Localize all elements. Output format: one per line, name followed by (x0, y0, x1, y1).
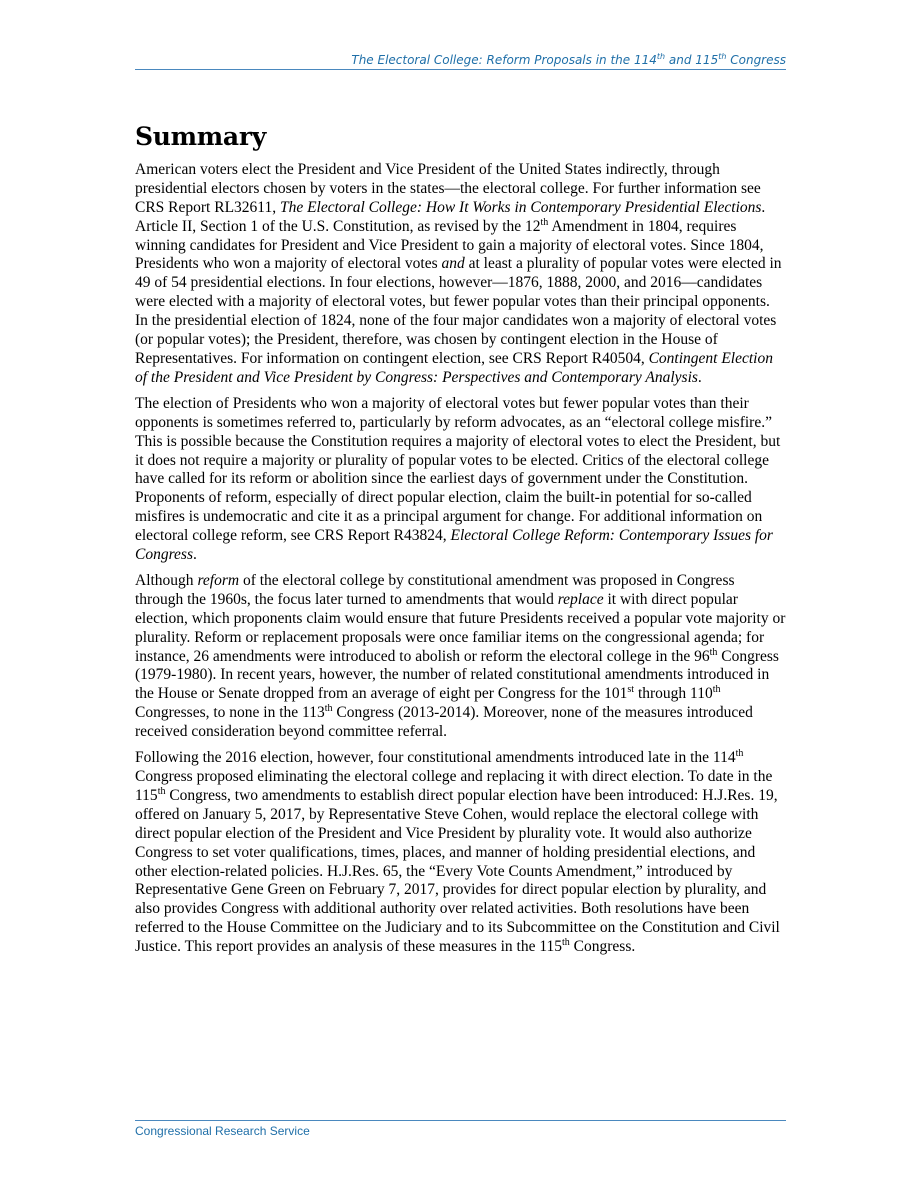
paragraph-4 (135, 749, 786, 957)
text-run: of the electoral college by constitutional amendment was proposed in Congress through the 1960s, the focus later turned to amendments that would (135, 571, 735, 608)
text-run: at least a plurality of popular votes were elected in 49 of 54 presidential elections. In four elections, however—1876, 1888, 2000, and 2016—candidates were elected with a majority of electoral votes, but fewer popular votes than their principal opponents. In the presidential election of 1824, none of the four major candidates won a majority of electoral votes (or popular votes); the President, therefore, was chosen by contingent election in the House of Representatives. For information on contingent election, see CRS Report R40504, (135, 255, 782, 367)
text-run: through 110 (634, 685, 713, 703)
paragraph-2 (135, 395, 786, 565)
paragraph-3 (135, 572, 786, 742)
running-header (135, 53, 786, 70)
superscript: th (735, 747, 744, 759)
report-title-italic: Contingent Election of the President and Vice President by Congress: Perspectives and Contemporary Analysis (135, 349, 773, 386)
header-superscript: th (718, 52, 727, 61)
text-run: The election of Presidents who won a majority of electoral votes but fewer popular votes than their opponents is sometimes referred to, particularly by reform advocates, as an “electoral college misfire.” This is possible because the Constitution requires a majority of electoral votes to elect the President, but it does not require a majority or plurality of popular votes to be elected. Critics of the electoral college have called for its reform or abolition since the earliest days of government under the Constitution. Proponents of reform, especially of direct popular election, claim the built-in potential for so-called misfires is undemocratic and cite it as a principal argument for change. For additional information on electoral college reform, see CRS Report R43824, (135, 394, 781, 545)
emphasis: replace (557, 590, 604, 608)
text-run: American voters elect the President and Vice President of the United States indirectly, through presidential electors chosen by voters in the states—the electoral college. For further information see CRS Report RL32611, (135, 160, 761, 216)
superscript: th (709, 646, 718, 658)
page-footer: Congressional Research Service (135, 1120, 786, 1138)
emphasis: and (441, 255, 465, 273)
report-body (135, 120, 786, 964)
text-run: Congress (1979-1980). In recent years, however, the number of related constitutional amendments introduced in the House or Senate dropped from an average of eight per Congress for the 101 (135, 647, 779, 703)
text-run: Congress (2013-2014). Moreover, none of the measures introduced received consideration beyond committee referral. (135, 704, 753, 741)
header-text: The Electoral College: Reform Proposals in the 114 (351, 53, 657, 67)
report-title-italic: The Electoral College: How It Works in Contemporary Presidential Elections (279, 198, 762, 216)
text-run: Congress proposed eliminating the electoral college and replacing it with direct election. To date in the 115 (135, 768, 773, 804)
text-run: it with direct popular election, which proponents claim would ensure that future Presidents received a popular vote majority or plurality. Reform or replacement proposals were once familiar items on the congressional agenda; for instance, 26 amendments were introduced to abolish or reform the electoral college in the 96 (135, 590, 786, 665)
superscript: th (562, 937, 570, 948)
text-run: Congresses, to none in the 113 (135, 704, 325, 722)
emphasis: reform (197, 571, 240, 589)
header-text: and 115 (665, 53, 719, 67)
section-heading: Summary (135, 122, 266, 151)
superscript: th (324, 703, 333, 715)
text-run: Although (135, 571, 198, 589)
superscript: st (627, 684, 635, 696)
text-run: Following the 2016 election, however, four constitutional amendments introduced late in the 114 (135, 749, 736, 767)
report-title-italic: Electoral College Reform: Contemporary Issues for Congress (135, 527, 773, 564)
text-run: Congress. (569, 938, 636, 956)
superscript: th (157, 785, 166, 797)
superscript: th (712, 684, 721, 696)
superscript: th (540, 216, 549, 228)
paragraph-1 (135, 161, 786, 388)
text-run: . (193, 546, 197, 564)
text-run: Congress, two amendments to establish direct popular election have been introduced: H.J.Res. 19, offered on January 5, 2017, by Representative Steve Cohen, would replace the electoral college with direct popular election of the President and Vice President by plurality vote. It would also authorize Congress to set voter qualifications, times, places, and manner of holding presidential elections, and other election-related policies. H.J.Res. 65, the “Every Vote Counts Amendment,” introduced by Representative Gene Green on February 7, 2017, provides for direct popular election by plurality, and also provides Congress with additional authority over related activities. Both resolutions have been referred to the House Committee on the Judiciary and to its Subcommittee on the Constitution and Civil Justice. This report provides an analysis of these measures in the 115 (135, 786, 780, 956)
text-run: Amendment in 1804, requires winning candidates for President and Vice President to gain a majority of electoral votes. Since 1804, Presidents who won a majority of electoral votes (135, 217, 764, 273)
header-text: Congress (726, 53, 786, 67)
text-run: . (697, 368, 702, 386)
text-run: . Article II, Section 1 of the U.S. Constitution, as revised by the 12 (135, 198, 766, 235)
header-superscript: th (656, 52, 666, 61)
